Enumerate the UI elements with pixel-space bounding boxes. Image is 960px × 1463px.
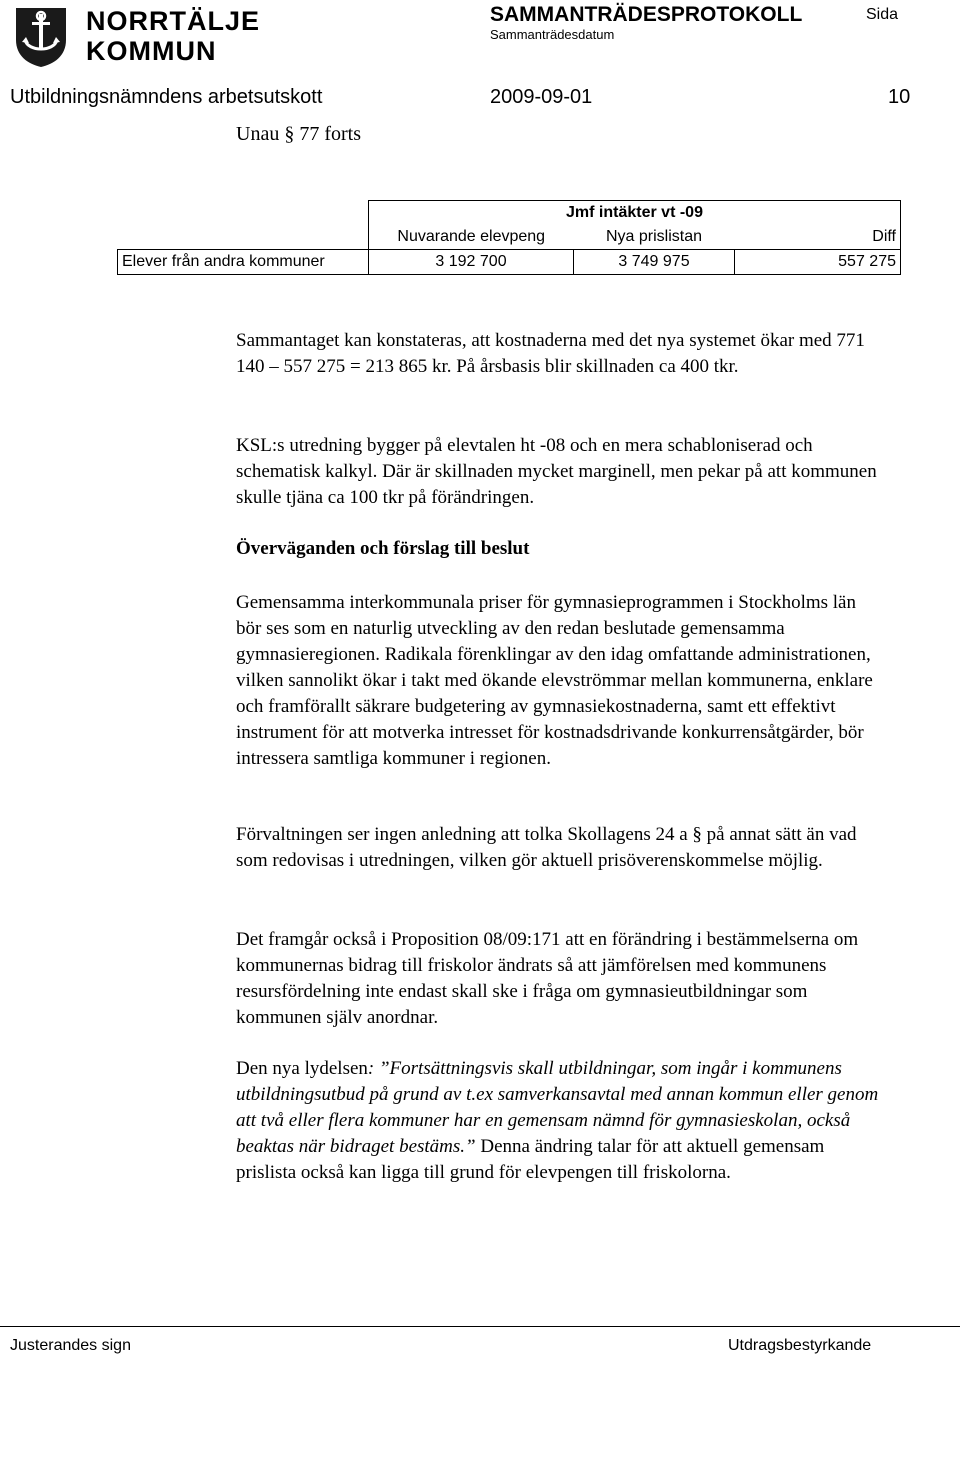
logo-text-line1: NORRTÄLJE	[86, 6, 261, 36]
column-header-current: Nuvarande elevpeng	[369, 225, 574, 250]
municipality-crest-icon	[10, 4, 72, 68]
footer-certification-label: Utdragsbestyrkande	[728, 1337, 872, 1354]
meeting-date: 2009-09-01	[490, 86, 593, 108]
footer-divider	[0, 1326, 960, 1327]
table-corner-cell	[118, 225, 369, 250]
new-wording-conclusion: Denna ändring talar för att aktuell gemensam prislista också kan ligga till grund för elevpengen till friskolorna.	[236, 1136, 825, 1183]
municipality-logo-text	[86, 6, 260, 66]
committee-name: Utbildningsnämndens arbetsutskott	[10, 86, 323, 108]
page-number: 10	[888, 86, 911, 108]
paragraph-school-law: Förvaltningen ser ingen anledning att tolka Skollagens 24 a § på annat sätt än vad som redovisas i utredningen, vilken gör aktuell prisöverenskommelse möjlig.	[236, 824, 857, 871]
column-header-new-price: Nya prislistan	[605, 228, 703, 245]
section-reference: Unau § 77 forts	[236, 123, 361, 145]
section-heading: Överväganden och förslag till beslut	[236, 538, 530, 559]
paragraph-considerations: Gemensamma interkommunala priser för gymnasieprogrammen i Stockholms län bör ses som en naturlig utveckling av den redan beslutade gemensamma gymnasieregionen. Radikala förenklingar av den idag omfattande administrationen, vilken sannolikt ökar i takt med ökande elevströmmar mellan kommunerna, enklare och framförallt säkrare budgetering av gymnasiekostnaderna, samt ett effektivt instrument för att motverka intresset för kostnadsdrivande konkurrensåtgärder, bör intressera samtliga kommuner i regionen.	[236, 592, 873, 769]
paragraph-ksl-study: KSL:s utredning bygger på elevtalen ht -08 och en mera schabloniserad och schematisk kalkyl. Där är skillnaden mycket marginell, men pekar på att kommunen skulle tjäna ca 100 tkr på förändringen.	[236, 435, 877, 508]
row-label: Elever från andra kommuner	[118, 250, 369, 275]
new-wording-quote: : ”Fortsättningsvis skall utbildningar, som ingår i kommunens utbildningsutbud på grund av t.ex samverkansavtal med annan kommun eller genom att två eller flera kommuner har en gemensam nämnd för gymnasieskolan, också beaktas när bidraget bestäms.”	[236, 1058, 879, 1157]
page-label: Sida	[866, 6, 899, 23]
table-title: Jmf intäkter vt -09	[369, 201, 901, 226]
cell-current: 3 192 700	[369, 250, 574, 275]
logo-text-line2: KOMMUN	[86, 36, 217, 66]
table-header-row	[118, 225, 901, 250]
meeting-date-label: Sammanträdesdatum	[490, 27, 615, 42]
table-row	[118, 250, 901, 275]
document-type: SAMMANTRÄDESPROTOKOLL	[490, 3, 803, 26]
income-comparison-table	[117, 200, 901, 275]
paragraph-new-wording	[236, 1056, 886, 1186]
cell-diff: 557 275	[735, 250, 901, 275]
new-wording-intro: Den nya lydelsen	[236, 1058, 368, 1079]
column-header-diff: Diff	[735, 225, 901, 250]
cell-new-price: 3 749 975	[574, 250, 735, 275]
table-title-row	[118, 201, 901, 226]
footer-signature-label: Justerandes sign	[10, 1337, 131, 1354]
paragraph-cost-summary: Sammantaget kan konstateras, att kostnaderna med det nya systemet ökar med 771 140 – 557 275 = 213 865 kr. På årsbasis blir skillnaden ca 400 tkr.	[236, 330, 865, 377]
table-corner-cell	[118, 201, 369, 226]
paragraph-proposition: Det framgår också i Proposition 08/09:171 att en förändring i bestämmelserna om kommunernas bidrag till friskolor ändrats så att jämförelsen med kommunens resursfördelning inte endast skall ske i fråga om gymnasieutbildningar som kommunen själv anordnar.	[236, 929, 859, 1028]
